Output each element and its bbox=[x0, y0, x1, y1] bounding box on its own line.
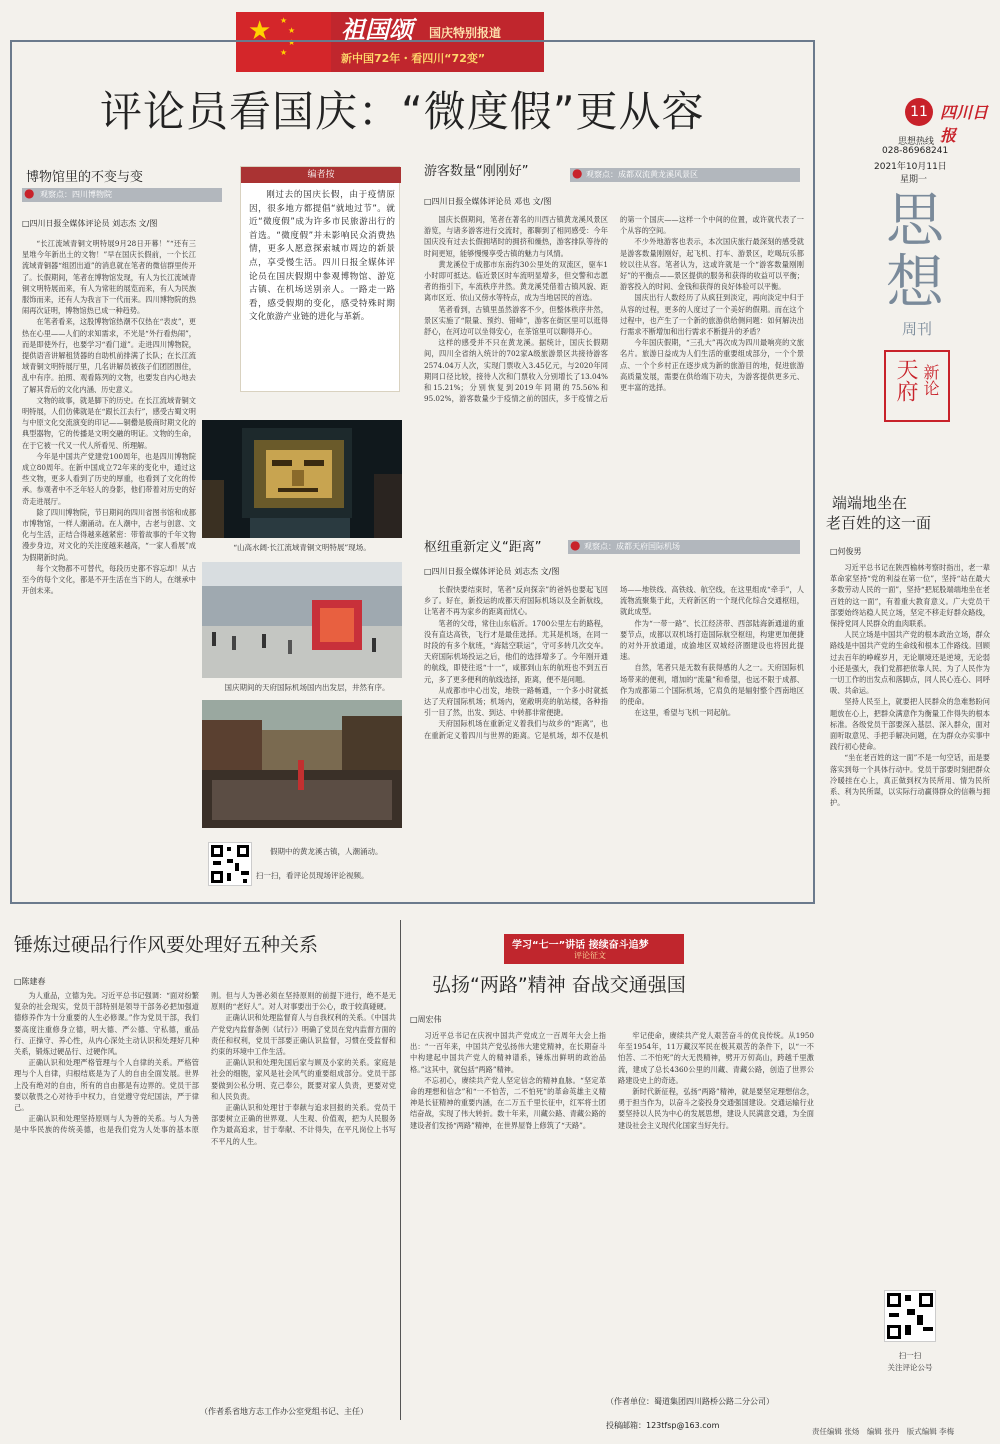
paragraph: 文物的故事，就是脚下的历史。在长江流域青铜文明特展，人们仿佛就是在“跟长江去行”，感受古蜀文明与中原文化交流演变的印记——铜罍是殷商时期文化的典型器物，它的传播是文明交融的明证。文物的生命，在于它被一代又一代人所看见、所理解。 bbox=[22, 395, 196, 450]
section-subtitle: 周刊 bbox=[902, 320, 933, 338]
column-logo bbox=[884, 350, 950, 422]
article-4-title: 锤炼过硬品行作风要处理好五种关系 bbox=[14, 934, 319, 956]
paragraph: 正确认识和处理先国后家与顾及小家的关系。家庭是社会的细胞，家风是社会风气的重要组成部分。党员干部要做到公私分明、克己奉公，既要对家人负责，更要对党和人民负责。 bbox=[211, 1058, 396, 1101]
article-3-title: 枢纽重新定义“距离” bbox=[424, 540, 542, 555]
article-5-ribbon bbox=[504, 934, 684, 964]
photo-caption: 假期中的黄龙溪古镇，人潮涌动。 bbox=[270, 847, 383, 856]
article-5-body bbox=[410, 1030, 814, 1392]
banner-title: 祖国颂 bbox=[341, 15, 413, 44]
paragraph: 人民立场是中国共产党的根本政治立场，群众路线是中国共产党的生命线和根本工作路线。回顾过去百年的峥嵘岁月，无论顺境还是逆境，无论弱小还是强大，我们党都把依靠人民、为了人民作为一切工作的出发点和落脚点，同人民心连心、同呼吸、共命运。 bbox=[830, 630, 990, 696]
masthead bbox=[860, 92, 990, 432]
sidebar-article-author: □何俊男 bbox=[830, 547, 862, 556]
location-pin-icon: ● bbox=[570, 538, 581, 552]
article-1-body bbox=[22, 238, 196, 886]
paragraph: 在笔者看来，这股博物馆热潮不仅热在“表皮”，更热在心里——人们的求知需求，不光是“外行看热闹”，而是即使外行，也要学习“看门道”。走进四川博物院，提供语音讲解租赁器的自助机前排满了长队；在长江流域青铜文明特展厅里，几名讲解员被孩子们团团围住，乱中有序。拍照、观看陈列的文物，也要发自内心地去了解其背后的文化内涵、历史意义。 bbox=[22, 317, 196, 394]
paragraph: 从成都市中心出发，地铁一路畅通，一个多小时就抵达了天府国际机场；机场内，宽敞明亮的航站楼，各种指引一目了然，出发、到达、中转都非常便捷。 bbox=[424, 685, 608, 718]
article-2-tag: 观察点：成都双流黄龙溪风景区 bbox=[586, 170, 698, 179]
hotline-label: 思想热线 bbox=[898, 137, 935, 147]
sidebar-article-body bbox=[830, 562, 990, 1238]
paper-name: 四川日报 bbox=[940, 103, 989, 145]
article-3-tag: 观察点：成都天府国际机场 bbox=[584, 542, 680, 551]
paragraph: 牢记使命，赓续共产党人艰苦奋斗的优良传统。从1950年至1954年，11万藏汉军民在极其艰苦的条件下，以“一不怕苦、二不怕死”的大无畏精神，劈开万仞高山，跨越千里激流，建成了总长4360公里的川藏、青藏公路，创造了世界公路建设史上的奇迹。 bbox=[618, 1031, 814, 1085]
banner-subtitle: 国庆特别报道 bbox=[429, 26, 502, 40]
paragraph: 作为“一带一路”、长江经济带、西部陆海新通道的重要节点，成都以双机场打造国际航空枢纽，构建更加便捷的对外开放通道，成渝地区双城经济圈建设也将因此提速。 bbox=[620, 618, 804, 662]
column-logo-text-2: 新论 bbox=[921, 364, 940, 396]
editor-note bbox=[240, 166, 400, 392]
page-headline: 评论员看国庆：“微度假”更从容 bbox=[100, 87, 705, 136]
paragraph: 黄龙溪位于成都市东南约30公里处的双流区，驱车1小时即可抵达。临近景区时车流明显增多，但交警和志愿者的指引下，车流秩序井然。黄龙溪凭借着古镇风貌、距离市区近、依山又傍水等特点，成为当地居民的首选。 bbox=[424, 259, 608, 303]
qr-code-icon bbox=[209, 843, 251, 885]
paragraph: 正确认识和处理严格管理与个人自律的关系。严格管理与个人自律，归根结底是为了人的自由全面发展。世界上没有绝对的自由，所有的自由都是有边界的。党员干部要以敬畏之心对待手中权力，自觉遵守党纪国法，严于律己。 bbox=[14, 1058, 199, 1113]
small-star-icon: ★ bbox=[280, 16, 288, 25]
article-4-footer: （作者系省地方志工作办公室党组书记、主任） bbox=[200, 1407, 368, 1416]
article-2-title: 游客数量“刚刚好” bbox=[424, 164, 529, 179]
article-5-ribbon-text: 学习“七一”讲话 接续奋斗追梦 bbox=[512, 940, 649, 951]
paragraph: 除了四川博物院，节日期间的四川省图书馆和成都市博物馆，一样人潮涌动。在人潮中，古老与创意、文化与生活，正结合得越来越紧密：带着故事的千年文物漫步身边，对文化的关注度越来越高，“一家人看展”成为假期新时尚。 bbox=[22, 507, 196, 562]
paragraph: 笔者的父母，常住山东临沂。1700公里左右的路程，没有直达高铁，飞行才是最佳选择。尤其是机场，在同一时段的有多个航班，“海陆空联运”，守可多转几次交车。天府国际机场投运之后，他们的选择增多了。今年刚开通的航线，即使往返“十一”，咸都到山东的航班也不到五百元，多了更多便利的航线选择，距离，便不是问题。 bbox=[424, 618, 608, 684]
column-logo-text-1: 天府 bbox=[893, 358, 918, 402]
footer-email: 投稿邮箱：123tfsp@163.com bbox=[606, 1421, 720, 1430]
editor-note-label: 编者按 bbox=[241, 167, 401, 183]
paragraph: 习近平总书记在陕西榆林考察时指出，老一辈革命家坚持“党的利益在第一位”，坚持“站在最大多数劳动人民的一面”，坚持“把屁股端端地坐在老百姓的这一面”，有着重大教育意义。广大党员干部要始终站稳人民立场，坚定不移走好群众路线，保持党同人民群众的血肉联系。 bbox=[830, 563, 990, 629]
paragraph: 在这里，希望与飞机一同起航。 bbox=[634, 708, 736, 718]
paragraph: 坚持人民至上，就要把人民群众的急难愁盼问题放在心上，把群众满意作为衡量工作得失的根本标准。各级党员干部要深入基层、深入群众，面对面听取意见、手把手解决问题，在为群众办实事中践行初心使命。 bbox=[830, 697, 990, 752]
paragraph: “长江流域青铜文明特展9月28日开幕！”“还有三星堆今年新出土的文物！”早在国庆长假前，一个长江流域青铜器“组团出道”的消息就在笔者的微信群里传开了。长假期间，笔者在博物馆发现，有人为长江流域青铜文明特展而来，有人为常驻的展览而来，有人为民族服饰而来，还有人为我言下一代而来。四川博物院的热闹再次证明，博物馆热已成一种趋势。 bbox=[22, 239, 196, 316]
small-star-icon: ★ bbox=[280, 48, 288, 57]
paragraph: 长假快要结束时，笔者“反向探亲”的爸妈也要起飞回乡了。好在，新投运的成都天府国际机场以及全新航线，让笔者不再为家乡的距离而忧心。 bbox=[424, 585, 608, 617]
article-1-tag: 观察点：四川博物院 bbox=[40, 190, 112, 199]
paragraph: 新时代新征程，弘扬“两路”精神，就是要坚定理想信念，勇于担当作为，以奋斗之姿投身交通强国建设。交通运输行业要坚持以人民为中心的发展思想，建设人民满意交通，为全面建设社会主义现代化国家当好先行。 bbox=[618, 1087, 814, 1130]
photo-old-town bbox=[202, 700, 402, 828]
paragraph: 今年国庆假期，“三孔大”再次成为四川最响亮的文旅名片。旅游日益成为人们生活的重要组成部分，一个个景点、一个个乡村正在逐步成为新的旅游目的地，促进旅游高质量发展，需要在供给端下功夫，为游客提供更多元、更丰富的选择。 bbox=[620, 338, 804, 393]
qr-code-icon bbox=[885, 1291, 935, 1341]
footer-credits: 责任编辑 张炀 编辑 张丹 版式编辑 李梅 bbox=[812, 1427, 955, 1436]
hotline-number: 028-86968241 bbox=[882, 146, 949, 156]
paragraph: 正确认识和处理监督育人与自我权利的关系。《中国共产党党内监督条例（试行）》明确了党员在党内监督方面的责任和权利，党员干部要正确认识监督，习惯在受监督和约束的环境中工作生活。 bbox=[211, 1013, 396, 1057]
paragraph: 这样的感受并不只在黄龙溪。据统计，国庆长假期间，四川全省纳入统计的702家A级旅游景区共接待游客2574.04万人次，实现门票收入3.45亿元，与2020年同期同口径比较，接待人次和门票收入分别增长了13.04%和15.21%；分别恢复到2019年同期的75.56%和95.02%，游客数量少于疫情之前的国庆，多于疫情之后的第一个国庆——这样一个中间的位置，或许就代表了一个从容的空间。 bbox=[424, 215, 804, 404]
location-pin-icon: ● bbox=[24, 186, 35, 200]
paragraph: 不忘初心，赓续共产党人坚定信念的精神血脉。“坚定革命的理想和信念”和“一不怕苦，二不怕死”的革命英雄主义精神是长征精神的重要内涵，在二万五千里长征中，红军将士团结奋战，实现了伟大转折。数十年来，川藏公路、青藏公路的建设者们发扬“两路”精神，在世界屋脊上修筑了“天路”。 bbox=[410, 1075, 606, 1130]
article-4-body bbox=[14, 990, 396, 1402]
paragraph: 国庆出行人数经历了从疯狂到淡定，再向淡定中归于从容的过程，更多的人度过了一个美好的假期。而在这个过程中，也产生了一个新的旅游供给侧问题：如何解决出行需求不断增加和出行需求不断提升的矛盾？ bbox=[620, 293, 804, 337]
paragraph: 笔者看到，古镇里虽然游客不少，但整体秩序井然，景区实施了“限量、预约、错峰”，游客在街区里可以逛得舒心，在河边可以坐得安心，在茶馆里可以聊得开心。 bbox=[424, 304, 608, 337]
article-1-author: □四川日报全媒体评论员 刘志杰 文/图 bbox=[22, 219, 158, 228]
paragraph: 自然，笔者只是无数有获得感的人之一。天府国际机场带来的便利，增加的“流量”和希望，也远不限于成都、作为成都第二个国际机场，它肩负的是辐射整个西南地区的使命。 bbox=[620, 663, 804, 707]
section-title-char-2: 想 bbox=[886, 248, 945, 316]
paragraph: 正确认识和处理甘于奉献与追求回报的关系。党员干部要树立正确的世界观、人生观、价值观，把为人民服务作为最高追求，甘于奉献、不计得失，在平凡岗位上书写不平凡的人生。 bbox=[211, 1103, 396, 1146]
article-5-ribbon-sub: 评论征文 bbox=[574, 951, 606, 960]
article-5-author: □周宏伟 bbox=[410, 1015, 442, 1024]
paragraph: 正确认识和处理坚持原则与人为善的关系。与人为善是中华民族的传统美德，也是我们党为人处事的基本原则。但与人为善必须在坚持原则的前提下进行，绝不是无原则的“老好人”。对人对事要出于公心，敢于较真碰硬。 bbox=[14, 991, 396, 1135]
qr-caption: 扫一扫，看评论员现场评论视频。 bbox=[256, 871, 369, 880]
photo-airport bbox=[202, 562, 402, 678]
location-pin-icon: ● bbox=[572, 166, 583, 180]
article-2-author: □四川日报全媒体评论员 邓也 文/图 bbox=[424, 197, 552, 206]
article-3-author: □四川日报全媒体评论员 刘志杰 文/图 bbox=[424, 567, 560, 576]
article-2-body bbox=[424, 214, 804, 532]
qr-code-video[interactable] bbox=[208, 842, 252, 886]
section-title-char-1: 思 bbox=[886, 186, 945, 254]
sidebar-article-title-1: 端端地坐在 bbox=[832, 494, 908, 512]
paragraph: 习近平总书记在庆祝中国共产党成立一百周年大会上指出：“一百年来，中国共产党弘扬伟大建党精神，在长期奋斗中构建起中国共产党人的精神谱系，锤炼出鲜明的政治品格。”这其中，就包括“两路”精神。 bbox=[410, 1031, 606, 1074]
qr-code-comment-account[interactable] bbox=[884, 1290, 936, 1342]
article-2-tag-bar bbox=[570, 168, 800, 182]
article-3-tag-bar bbox=[568, 540, 800, 554]
paragraph: 不少外地游客也表示，本次国庆旅行最深刻的感受就是游客数量刚刚好，起飞机、打车、游景区，吃喝玩乐都较以往从容。笔者认为，这或许就是一个“游客数量刚刚好”的平衡点——景区提供的服务和获得的收益可以平衡；游客投入的时间、金钱和获得的良好体验可以平衡。 bbox=[620, 237, 804, 292]
paragraph: 国庆长假期间，笔者在著名的川西古镇黄龙溪风景区游览，与诸多游客进行交流时，都聊到了相同感受：今年国庆没有过去长假拥堵时的拥挤和燥热，游客排队等待的时间更短，能够慢慢享受古镇的魅力与风情。 bbox=[424, 215, 608, 258]
paragraph: 为人重品，立德为先。习近平总书记强调：“面对纷繁复杂的社会现实，党员干部特别是领导干部务必把加强道德修养作为十分重要的人生必修课。”作为党员干部，我们要高度注重修身立德，明大德、严公德、守私德，重品行、正操守、养心性，从内心深处主动认识和处理好几种关系，锻炼过硬品行、过硬作风。 bbox=[14, 991, 199, 1057]
photo-caption: “山高水阔·长江流域青铜文明特展”现场。 bbox=[233, 543, 371, 552]
page-number: 11 bbox=[905, 98, 933, 126]
star-icon: ★ bbox=[248, 16, 272, 46]
qr-caption-1: 扫一扫 bbox=[898, 1351, 922, 1360]
small-star-icon: ★ bbox=[288, 26, 296, 35]
issue-weekday: 星期一 bbox=[900, 175, 928, 185]
article-1-title: 博物馆里的不变与变 bbox=[26, 170, 144, 185]
small-star-icon: ★ bbox=[288, 38, 296, 47]
paragraph: “坐在老百姓的这一面”不是一句空话，而是要落实到每一个具体行动中。党员干部要时刻把群众冷暖挂在心上，真正做到权为民所用、情为民所系、利为民所谋，以实际行动赢得群众的信赖与拥护。 bbox=[830, 753, 990, 808]
ancient-town-crowd-image bbox=[202, 700, 402, 828]
article-5-footer: （作者单位：蜀道集团四川路桥公路二分公司） bbox=[606, 1397, 774, 1406]
article-5-title: 弘扬“两路”精神 奋战交通强国 bbox=[432, 974, 686, 996]
issue-date: 2021年10月11日 bbox=[874, 162, 947, 172]
photo-bronze-mask bbox=[202, 420, 402, 538]
sidebar-article-title-2: 老百姓的这一面 bbox=[826, 514, 932, 532]
photo-caption: 国庆期间的天府国际机场国内出发层，井然有序。 bbox=[224, 683, 390, 692]
banner-subtitle-2: 新中国72年・看四川“72变” bbox=[341, 52, 486, 65]
paragraph: 今年是中国共产党建党100周年，也是四川博物院成立80周年。在新中国成立72年来的变化中，通过这些文物，更多人看到了历史的厚重，也看到了文化的传承。参观者中不乏年轻人的身影，他们带着对历史的好奇走进展厅。 bbox=[22, 451, 196, 506]
airport-hall-image bbox=[202, 562, 402, 678]
article-1-tag-bar bbox=[22, 188, 222, 202]
editor-note-text: 刚过去的国庆长假，由于疫情原因，很多地方都提倡“就地过节”。就近“微度假”成为许多市民旅游出行的首选。“微度假”并未影响民众消费热情，更多人愿意探索城市周边的新景点，享受慢生活。四川日报全媒体评论员在国庆假期中参观博物馆、游览古镇、在机场送别亲人。一路走一路看，感受假期的变化，感受特殊时期文化旅游产业链的进化与革新。 bbox=[249, 190, 395, 323]
paragraph: 天府国际机场在重新定义着我们与故乡的“距离”，也在重新定义着四川与世界的距离。它是机场，却不仅是机场——地铁线、高铁线、航空线，在这里组成“牵手”，人流物流聚集于此，天府新区的一个现代化综合交通枢纽，就此成型。 bbox=[424, 585, 804, 740]
article-4-author: □陈建春 bbox=[14, 977, 46, 986]
paragraph: 每个文物都不可替代，每段历史都不容忘却！从古至今的每个文化，都是不开生活在当下的人，在继承中开创未来。 bbox=[22, 563, 196, 596]
qr-caption-2: 关注评论公号 bbox=[887, 1363, 933, 1372]
divider bbox=[400, 920, 401, 1420]
bronze-mask-image bbox=[202, 420, 402, 538]
article-3-body bbox=[424, 584, 804, 896]
